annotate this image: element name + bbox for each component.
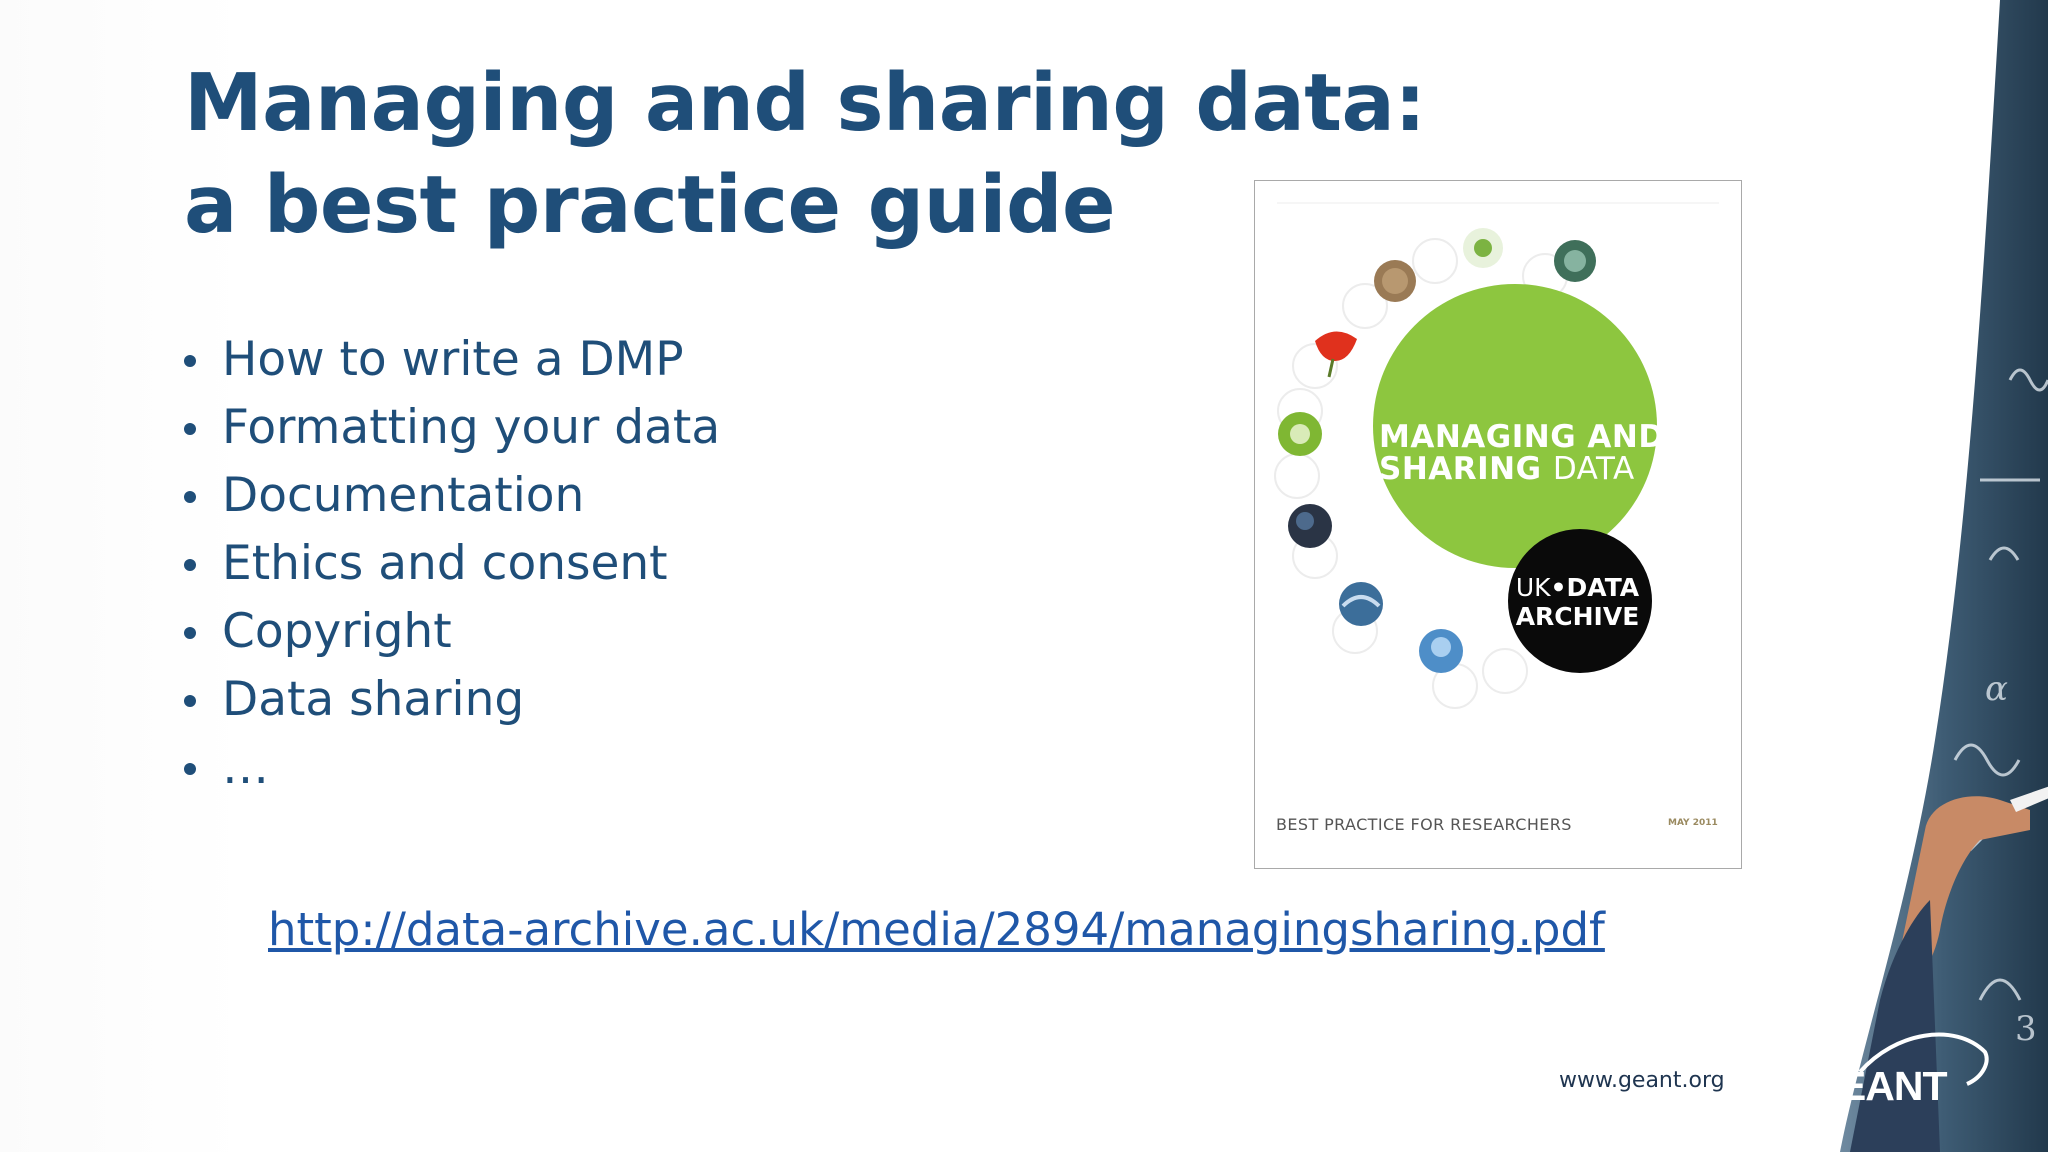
bullet-list <box>184 326 720 802</box>
bullet-item <box>184 530 720 598</box>
bullet-item <box>184 598 720 666</box>
bullet-text: … <box>222 740 269 795</box>
svg-text:α: α <box>1985 669 2008 709</box>
bullet-dot <box>184 695 196 707</box>
uk-data-archive-logo <box>1505 573 1650 631</box>
cover-title <box>1379 421 1679 485</box>
cover-subtitle: BEST PRACTICE FOR RESEARCHERS <box>1276 815 1572 834</box>
archive-data-text: DATA <box>1566 573 1640 602</box>
cover-title-line-1: MANAGING AND <box>1379 419 1665 455</box>
title-line-2: a best practice guide <box>184 159 1116 251</box>
bullet-dot <box>184 559 196 571</box>
archive-uk-text: UK <box>1515 573 1551 602</box>
bullet-item <box>184 734 720 802</box>
bullet-item <box>184 462 720 530</box>
bullet-dot <box>184 763 196 775</box>
bullet-text: Copyright <box>222 604 452 659</box>
bullet-text: Formatting your data <box>222 400 721 455</box>
archive-dot: • <box>1550 573 1567 602</box>
bullet-text: Ethics and consent <box>222 536 668 591</box>
cover-title-line-2-light: DATA <box>1552 451 1635 487</box>
slide-title <box>184 52 1426 256</box>
bullet-item <box>184 326 720 394</box>
cover-title-line-2-bold: SHARING <box>1379 451 1542 487</box>
bullet-text: How to write a DMP <box>222 332 684 387</box>
book-cover-image <box>1254 180 1742 869</box>
bullet-dot <box>184 491 196 503</box>
managing-sharing-pdf-link[interactable]: http://data-archive.ac.uk/media/2894/managingsharing.pdf <box>268 903 1605 956</box>
cover-artwork <box>1255 181 1741 868</box>
svg-text:3: 3 <box>2015 1009 2037 1049</box>
chalkboard-decoration <box>1730 0 2048 1152</box>
bullet-dot <box>184 627 196 639</box>
bullet-dot <box>184 423 196 435</box>
bullet-text: Data sharing <box>222 672 525 727</box>
archive-archive-text: ARCHIVE <box>1515 602 1640 631</box>
geant-logo: GÉANT <box>1808 1063 1947 1109</box>
footer-url: www.geant.org <box>1559 1068 1725 1093</box>
title-line-1: Managing and sharing data: <box>184 57 1426 149</box>
geant-swoosh-icon <box>1855 1022 1995 1092</box>
bullet-item <box>184 666 720 734</box>
bullet-text: Documentation <box>222 468 585 523</box>
bullet-item <box>184 394 720 462</box>
bullet-dot <box>184 355 196 367</box>
cover-date: MAY 2011 <box>1668 818 1718 828</box>
